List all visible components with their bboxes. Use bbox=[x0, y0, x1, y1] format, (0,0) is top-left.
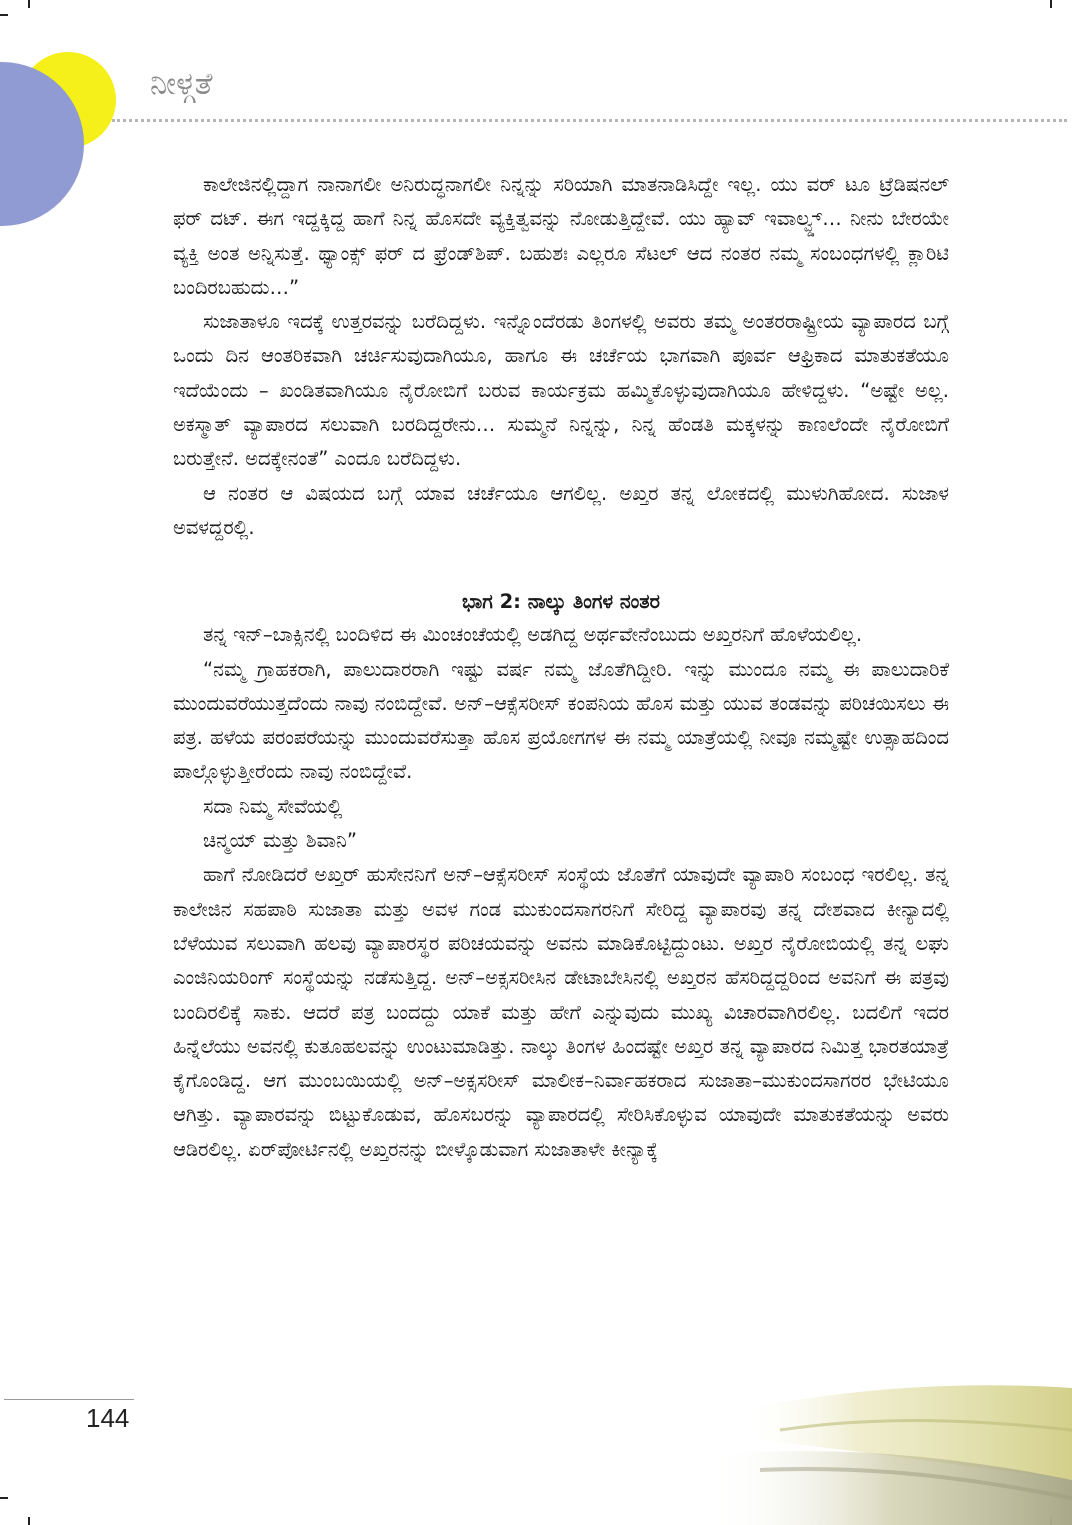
footer-rule bbox=[4, 1399, 134, 1400]
corner-brush-decoration bbox=[700, 1360, 1072, 1525]
section-heading: ಭಾಗ 2: ನಾಲ್ಕು ತಿಂಗಳ ನಂತರ bbox=[462, 590, 660, 614]
crop-mark-top-right-v bbox=[1050, 0, 1052, 8]
body-paragraph: ಆ ನಂತರ ಆ ವಿಷಯದ ಬಗ್ಗೆ ಯಾವ ಚರ್ಚೆಯೂ ಆಗಲಿಲ್ಲ. ಅಖ್ತರ ತನ್ನ ಲೋಕದಲ್ಲಿ ಮುಳುಗಿಹೋದ. ಸುಜಾಳ ಅವಳದ್ದರಲ್ಲಿ. bbox=[173, 481, 949, 539]
crop-mark-bottom-left bbox=[0, 1497, 8, 1499]
header-dotted-rule bbox=[112, 119, 1067, 122]
body-paragraph: ಸುಜಾತಾಳೂ ಇದಕ್ಕೆ ಉತ್ತರವನ್ನು ಬರೆದಿದ್ದಳು. ಇನ್ನೊಂದೆರಡು ತಿಂಗಳಲ್ಲಿ ಅವರು ತಮ್ಮ ಅಂತರರಾಷ್ಟ್ರೀಯ ವ್ಯಾಪಾರದ ಬಗ್ಗೆ ಒಂದು ದಿನ ಆಂತರಿಕವಾಗಿ ಚರ್ಚಿಸುವುದಾಗಿಯೂ, ಹಾಗೂ ಈ ಚರ್ಚೆಯ ಭಾಗವಾಗಿ ಪೂರ್ವ ಆಫ್ರಿಕಾದ ಮಾತುಕತೆಯೂ ಇದೆಯೆಂದು – ಖಂಡಿತವಾಗಿಯೂ ನೈರೋಬಿಗೆ ಬರುವ ಕಾರ್ಯಕ್ರಮ ಹಮ್ಮಿಕೊಳ್ಳುವುದಾಗಿಯೂ ಹೇಳಿದ್ದಳು. “ಅಷ್ಟೇ ಅಲ್ಲ. ಅಕಸ್ಮಾತ್ ವ್ಯಾಪಾರದ ಸಲುವಾಗಿ ಬರದಿದ್ದರೇನು… ಸುಮ್ಮನೆ ನಿನ್ನನ್ನು, ನಿನ್ನ ಹೆಂಡತಿ ಮಕ್ಕಳನ್ನು ಕಾಣಲೆಂದೇ ನೈರೋಬಿಗೆ ಬರುತ್ತೇನೆ. ಅದಕ್ಕೇನಂತೆ” ಎಂದೂ ಬರೆದಿದ್ದಳು. bbox=[173, 310, 949, 471]
body-paragraph: ಹಾಗೆ ನೋಡಿದರೆ ಅಖ್ತರ್ ಹುಸೇನನಿಗೆ ಅನ್–ಆಕ್ಸೆಸರೀಸ್ ಸಂಸ್ಥೆಯ ಜೊತೆಗೆ ಯಾವುದೇ ವ್ಯಾಪಾರಿ ಸಂಬಂಧ ಇರಲಿಲ್ಲ. ತನ್ನ ಕಾಲೇಜಿನ ಸಹಪಾಠಿ ಸುಜಾತಾ ಮತ್ತು ಅವಳ ಗಂಡ ಮುಕುಂದಸಾಗರನಿಗೆ ಸೇರಿದ್ದ ವ್ಯಾಪಾರವು ತನ್ನ ದೇಶವಾದ ಕೀನ್ಯಾದಲ್ಲಿ ಬೆಳೆಯುವ ಸಲುವಾಗಿ ಹಲವು ವ್ಯಾಪಾರಸ್ಥರ ಪರಿಚಯವನ್ನು ಅವನು ಮಾಡಿಕೊಟ್ಟಿದ್ದುಂಟು. ಅಖ್ತರ ನೈರೋಬಿಯಲ್ಲಿ ತನ್ನ ಲಘು ಎಂಜಿನಿಯರಿಂಗ್ ಸಂಸ್ಥೆಯನ್ನು ನಡೆಸುತ್ತಿದ್ದ. ಅನ್–ಅಕ್ಸಸರೀಸಿನ ಡೇಟಾಬೇಸಿನಲ್ಲಿ ಅಖ್ತರನ ಹೆಸರಿದ್ದದ್ದರಿಂದ ಅವನಿಗೆ ಈ ಪತ್ರವು ಬಂದಿರಲಿಕ್ಕೆ ಸಾಕು. ಆದರೆ ಪತ್ರ ಬಂದದ್ದು ಯಾಕೆ ಮತ್ತು ಹೇಗೆ ಎನ್ನುವುದು ಮುಖ್ಯ ವಿಚಾರವಾಗಿರಲಿಲ್ಲ. ಬದಲಿಗೆ ಇದರ ಹಿನ್ನೆಲೆಯು ಅವನಲ್ಲಿ ಕುತೂಹಲವನ್ನು ಉಂಟುಮಾಡಿತ್ತು. ನಾಲ್ಕು ತಿಂಗಳ ಹಿಂದಷ್ಟೇ ಅಖ್ತರ ತನ್ನ ವ್ಯಾಪಾರದ ನಿಮಿತ್ತ ಭಾರತಯಾತ್ರೆ ಕೈಗೊಂಡಿದ್ದ. ಆಗ ಮುಂಬಯಿಯಲ್ಲಿ ಅನ್–ಅಕ್ಸಸರೀಸ್ ಮಾಲೀಕ–ನಿರ್ವಾಹಕರಾದ ಸುಜಾತಾ–ಮುಕುಂದಸಾಗರರ ಭೇಟಿಯೂ ಆಗಿತ್ತು. ವ್ಯಾಪಾರವನ್ನು ಬಿಟ್ಟುಕೊಡುವ, ಹೊಸಬರನ್ನು ವ್ಯಾಪಾರದಲ್ಲಿ ಸೇರಿಸಿಕೊಳ್ಳುವ ಯಾವುದೇ ಮಾತುಕತೆಯನ್ನು ಅವರು ಆಡಿರಲಿಲ್ಲ. ಏರ್‌ಪೋರ್ಟಿನಲ್ಲಿ ಅಖ್ತರನನ್ನು ಬೀಳ್ಕೊಡುವಾಗ ಸುಜಾತಾಳೇ ಕೀನ್ಯಾಕ್ಕೆ bbox=[173, 863, 949, 1161]
letter-signoff: ಸದಾ ನಿಮ್ಮ ಸೇವೆಯಲ್ಲಿ bbox=[203, 794, 343, 818]
body-paragraph: “ನಮ್ಮ ಗ್ರಾಹಕರಾಗಿ, ಪಾಲುದಾರರಾಗಿ ಇಷ್ಟು ವರ್ಷ ನಮ್ಮ ಜೊತೆಗಿದ್ದೀರಿ. ಇನ್ನು ಮುಂದೂ ನಮ್ಮ ಈ ಪಾಲುದಾರಿಕೆ ಮುಂದುವರೆಯುತ್ತದೆಂದು ನಾವು ನಂಬಿದ್ದೇವೆ. ಅನ್–ಆಕ್ಸೆಸರೀಸ್ ಕಂಪನಿಯ ಹೊಸ ಮತ್ತು ಯುವ ತಂಡವನ್ನು ಪರಿಚಯಿಸಲು ಈ ಪತ್ರ. ಹಳೆಯ ಪರಂಪರೆಯನ್ನು ಮುಂದುವರೆಸುತ್ತಾ ಹೊಸ ಪ್ರಯೋಗಗಳ ಈ ನಮ್ಮ ಯಾತ್ರೆಯಲ್ಲಿ ನೀವೂ ನಮ್ಮಷ್ಟೇ ಉತ್ಸಾಹದಿಂದ ಪಾಲ್ಗೊಳ್ಳುತ್ತೀರೆಂದು ನಾವು ನಂಬಿದ್ದೇವೆ. bbox=[173, 657, 949, 784]
crop-mark-bottom-left-v bbox=[28, 1517, 30, 1525]
running-header-title: ನೀಳ್ಗತೆ bbox=[150, 66, 213, 102]
body-paragraph: ಕಾಲೇಜಿನಲ್ಲಿದ್ದಾಗ ನಾನಾಗಲೀ ಅನಿರುದ್ಧನಾಗಲೀ ನಿನ್ನನ್ನು ಸರಿಯಾಗಿ ಮಾತನಾಡಿಸಿದ್ದೇ ಇಲ್ಲ. ಯು ವರ್ ಟೂ ಟ್ರೆಡಿಷನಲ್ ಫರ್ ದಟ್. ಈಗ ಇದ್ದಕ್ಕಿದ್ದ ಹಾಗೆ ನಿನ್ನ ಹೊಸದೇ ವ್ಯಕ್ತಿತ್ವವನ್ನು ನೋಡುತ್ತಿದ್ದೇವೆ. ಯು ಹ್ಯಾವ್ ಇವಾಲ್ವ್ಡ್… ನೀನು ಬೇರಯೇ ವ್ಯಕ್ತಿ ಅಂತ ಅನ್ನಿಸುತ್ತೆ. ಥ್ಯಾಂಕ್ಸ್ ಫರ್ ದ ಫ್ರೆಂಡ್‌ಶಿಪ್. ಬಹುಶಃ ಎಲ್ಲರೂ ಸೆಟಲ್ ಆದ ನಂತರ ನಮ್ಮ ಸಂಬಂಧಗಳಲ್ಲಿ ಕ್ಲಾರಿಟಿ ಬಂದಿರಬಹುದು…” bbox=[173, 173, 949, 299]
body-paragraph: ತನ್ನ ಇನ್–ಬಾಕ್ಸಿನಲ್ಲಿ ಬಂದಿಳಿದ ಈ ಮಿಂಚಂಚೆಯಲ್ಲಿ ಅಡಗಿದ್ದ ಅರ್ಥವೇನೆಂಬುದು ಅಖ್ತರನಿಗೆ ಹೊಳೆಯಲಿಲ್ಲ. bbox=[203, 623, 863, 647]
page-body bbox=[173, 168, 949, 1167]
crop-mark-top-left-v bbox=[28, 0, 30, 8]
page-number: 144 bbox=[86, 1403, 130, 1433]
letter-signature: ಚಿನ್ಮಯ್ ಮತ್ತು ಶಿವಾನಿ” bbox=[203, 829, 357, 853]
crop-mark-top-left bbox=[0, 14, 8, 16]
